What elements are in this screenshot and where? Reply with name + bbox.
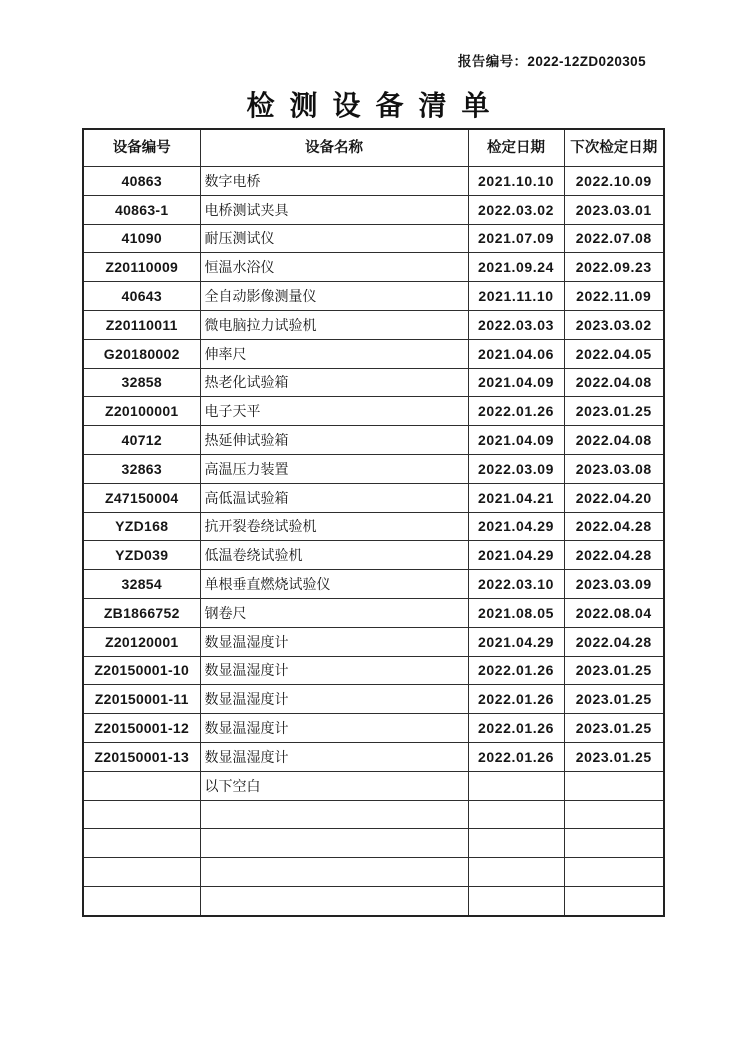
cell-equipment-name: 数显温湿度计	[200, 714, 468, 743]
cell-calibration-date: 2021.08.05	[468, 598, 564, 627]
cell-calibration-date: 2021.04.29	[468, 541, 564, 570]
cell-equipment-name: 伸率尺	[200, 339, 468, 368]
cell-next-calibration-date: 2022.04.28	[564, 627, 664, 656]
cell-next-calibration-date: 2022.04.28	[564, 541, 664, 570]
cell-next-calibration-date: 2023.03.01	[564, 195, 664, 224]
cell-equipment-name: 热延伸试验箱	[200, 426, 468, 455]
cell-equipment-id: Z20150001-10	[83, 656, 200, 685]
header-equipment-name: 设备名称	[200, 129, 468, 167]
cell-next-calibration-date: 2023.03.08	[564, 454, 664, 483]
cell-next-calibration-date: 2022.04.08	[564, 368, 664, 397]
cell-next-calibration-date: 2022.07.08	[564, 224, 664, 253]
equipment-row	[83, 426, 664, 455]
equipment-row	[83, 627, 664, 656]
cell-empty	[83, 829, 200, 858]
cell-next-calibration-date: 2023.03.09	[564, 570, 664, 599]
cell-calibration-date: 2022.03.10	[468, 570, 564, 599]
cell-calibration-date: 2022.03.03	[468, 310, 564, 339]
cell-empty	[468, 800, 564, 829]
cell-next-calibration-date: 2022.04.05	[564, 339, 664, 368]
empty-row	[83, 829, 664, 858]
cell-equipment-id: Z20120001	[83, 627, 200, 656]
cell-next-calibration-date: 2022.11.09	[564, 282, 664, 311]
cell-equipment-id: Z20150001-13	[83, 742, 200, 771]
cell-calibration-date: 2022.03.02	[468, 195, 564, 224]
blank-note-row	[83, 771, 664, 800]
cell-equipment-name: 钢卷尺	[200, 598, 468, 627]
equipment-row	[83, 368, 664, 397]
cell-calibration-date: 2022.01.26	[468, 685, 564, 714]
cell-calibration-date: 2021.11.10	[468, 282, 564, 311]
cell-calibration-date: 2022.01.26	[468, 714, 564, 743]
cell-equipment-name: 数显温湿度计	[200, 627, 468, 656]
cell-equipment-id: ZB1866752	[83, 598, 200, 627]
cell-calibration-date: 2021.10.10	[468, 167, 564, 196]
cell-equipment-name: 耐压测试仪	[200, 224, 468, 253]
cell-equipment-name: 高低温试验箱	[200, 483, 468, 512]
cell-empty	[83, 858, 200, 887]
equipment-row	[83, 685, 664, 714]
equipment-row	[83, 541, 664, 570]
equipment-row	[83, 195, 664, 224]
cell-equipment-name: 全自动影像测量仪	[200, 282, 468, 311]
header-equipment-id: 设备编号	[83, 129, 200, 167]
cell-equipment-id: Z20150001-12	[83, 714, 200, 743]
cell-next-calibration-date: 2023.01.25	[564, 742, 664, 771]
cell-equipment-name: 高温压力装置	[200, 454, 468, 483]
header-row	[83, 129, 664, 167]
cell-equipment-id: Z20100001	[83, 397, 200, 426]
equipment-row	[83, 397, 664, 426]
cell-equipment-id: Z20150001-11	[83, 685, 200, 714]
page-title: 检 测 设 备 清 单	[246, 91, 494, 122]
cell-calibration-date: 2022.01.26	[468, 656, 564, 685]
header-calibration-date: 检定日期	[468, 129, 564, 167]
equipment-row	[83, 570, 664, 599]
cell-calibration-date: 2021.04.21	[468, 483, 564, 512]
equipment-row	[83, 742, 664, 771]
empty-row	[83, 858, 664, 887]
cell-empty	[468, 771, 564, 800]
empty-row	[83, 800, 664, 829]
cell-empty	[564, 771, 664, 800]
cell-equipment-name: 电桥测试夹具	[200, 195, 468, 224]
cell-calibration-date: 2022.01.26	[468, 397, 564, 426]
cell-equipment-id: 41090	[83, 224, 200, 253]
equipment-row	[83, 454, 664, 483]
cell-next-calibration-date: 2022.09.23	[564, 253, 664, 282]
cell-empty	[200, 829, 468, 858]
equipment-row	[83, 714, 664, 743]
equipment-row	[83, 310, 664, 339]
cell-calibration-date: 2021.04.29	[468, 627, 564, 656]
equipment-row	[83, 656, 664, 685]
cell-calibration-date: 2022.03.09	[468, 454, 564, 483]
equipment-table	[82, 128, 665, 917]
cell-equipment-id: Z47150004	[83, 483, 200, 512]
report-number: 报告编号：2022-12ZD020305	[457, 54, 646, 69]
equipment-table-body	[83, 167, 664, 916]
cell-equipment-name: 数显温湿度计	[200, 685, 468, 714]
cell-empty	[564, 886, 664, 915]
cell-calibration-date: 2021.04.09	[468, 368, 564, 397]
equipment-row	[83, 512, 664, 541]
cell-equipment-name: 抗开裂卷绕试验机	[200, 512, 468, 541]
cell-empty	[83, 771, 200, 800]
equipment-row	[83, 598, 664, 627]
cell-empty	[564, 800, 664, 829]
cell-next-calibration-date: 2022.04.08	[564, 426, 664, 455]
cell-empty	[83, 800, 200, 829]
cell-calibration-date: 2021.07.09	[468, 224, 564, 253]
cell-next-calibration-date: 2022.10.09	[564, 167, 664, 196]
cell-calibration-date: 2022.01.26	[468, 742, 564, 771]
cell-empty	[83, 886, 200, 915]
cell-calibration-date: 2021.04.09	[468, 426, 564, 455]
cell-equipment-name: 恒温水浴仪	[200, 253, 468, 282]
cell-equipment-id: Z20110011	[83, 310, 200, 339]
cell-equipment-id: 32854	[83, 570, 200, 599]
cell-calibration-date: 2021.09.24	[468, 253, 564, 282]
cell-next-calibration-date: 2023.01.25	[564, 656, 664, 685]
cell-equipment-name: 单根垂直燃烧试验仪	[200, 570, 468, 599]
cell-empty	[200, 800, 468, 829]
equipment-row	[83, 253, 664, 282]
cell-equipment-id: 40643	[83, 282, 200, 311]
cell-next-calibration-date: 2022.04.28	[564, 512, 664, 541]
cell-empty	[200, 858, 468, 887]
cell-equipment-id: YZD168	[83, 512, 200, 541]
cell-empty	[468, 858, 564, 887]
cell-next-calibration-date: 2023.01.25	[564, 685, 664, 714]
cell-equipment-id: 40863-1	[83, 195, 200, 224]
cell-calibration-date: 2021.04.06	[468, 339, 564, 368]
equipment-row	[83, 282, 664, 311]
cell-equipment-id: 32863	[83, 454, 200, 483]
empty-row	[83, 886, 664, 915]
cell-next-calibration-date: 2023.01.25	[564, 397, 664, 426]
cell-equipment-id: YZD039	[83, 541, 200, 570]
cell-equipment-name: 热老化试验箱	[200, 368, 468, 397]
cell-equipment-id: 40863	[83, 167, 200, 196]
cell-equipment-name: 数字电桥	[200, 167, 468, 196]
cell-next-calibration-date: 2023.01.25	[564, 714, 664, 743]
equipment-table-header	[83, 129, 664, 167]
equipment-row	[83, 224, 664, 253]
cell-calibration-date: 2021.04.29	[468, 512, 564, 541]
cell-empty	[200, 886, 468, 915]
cell-empty	[468, 829, 564, 858]
cell-equipment-name: 低温卷绕试验机	[200, 541, 468, 570]
blank-note: 以下空白	[200, 771, 468, 800]
cell-next-calibration-date: 2022.08.04	[564, 598, 664, 627]
equipment-row	[83, 483, 664, 512]
cell-equipment-name: 电子天平	[200, 397, 468, 426]
header-next-calibration-date: 下次检定日期	[564, 129, 664, 167]
equipment-row	[83, 167, 664, 196]
cell-equipment-name: 数显温湿度计	[200, 656, 468, 685]
cell-equipment-id: 40712	[83, 426, 200, 455]
cell-equipment-id: 32858	[83, 368, 200, 397]
cell-next-calibration-date: 2022.04.20	[564, 483, 664, 512]
cell-empty	[564, 858, 664, 887]
equipment-row	[83, 339, 664, 368]
cell-equipment-id: Z20110009	[83, 253, 200, 282]
cell-equipment-id: G20180002	[83, 339, 200, 368]
cell-next-calibration-date: 2023.03.02	[564, 310, 664, 339]
cell-equipment-name: 数显温湿度计	[200, 742, 468, 771]
cell-empty	[564, 829, 664, 858]
cell-equipment-name: 微电脑拉力试验机	[200, 310, 468, 339]
cell-empty	[468, 886, 564, 915]
